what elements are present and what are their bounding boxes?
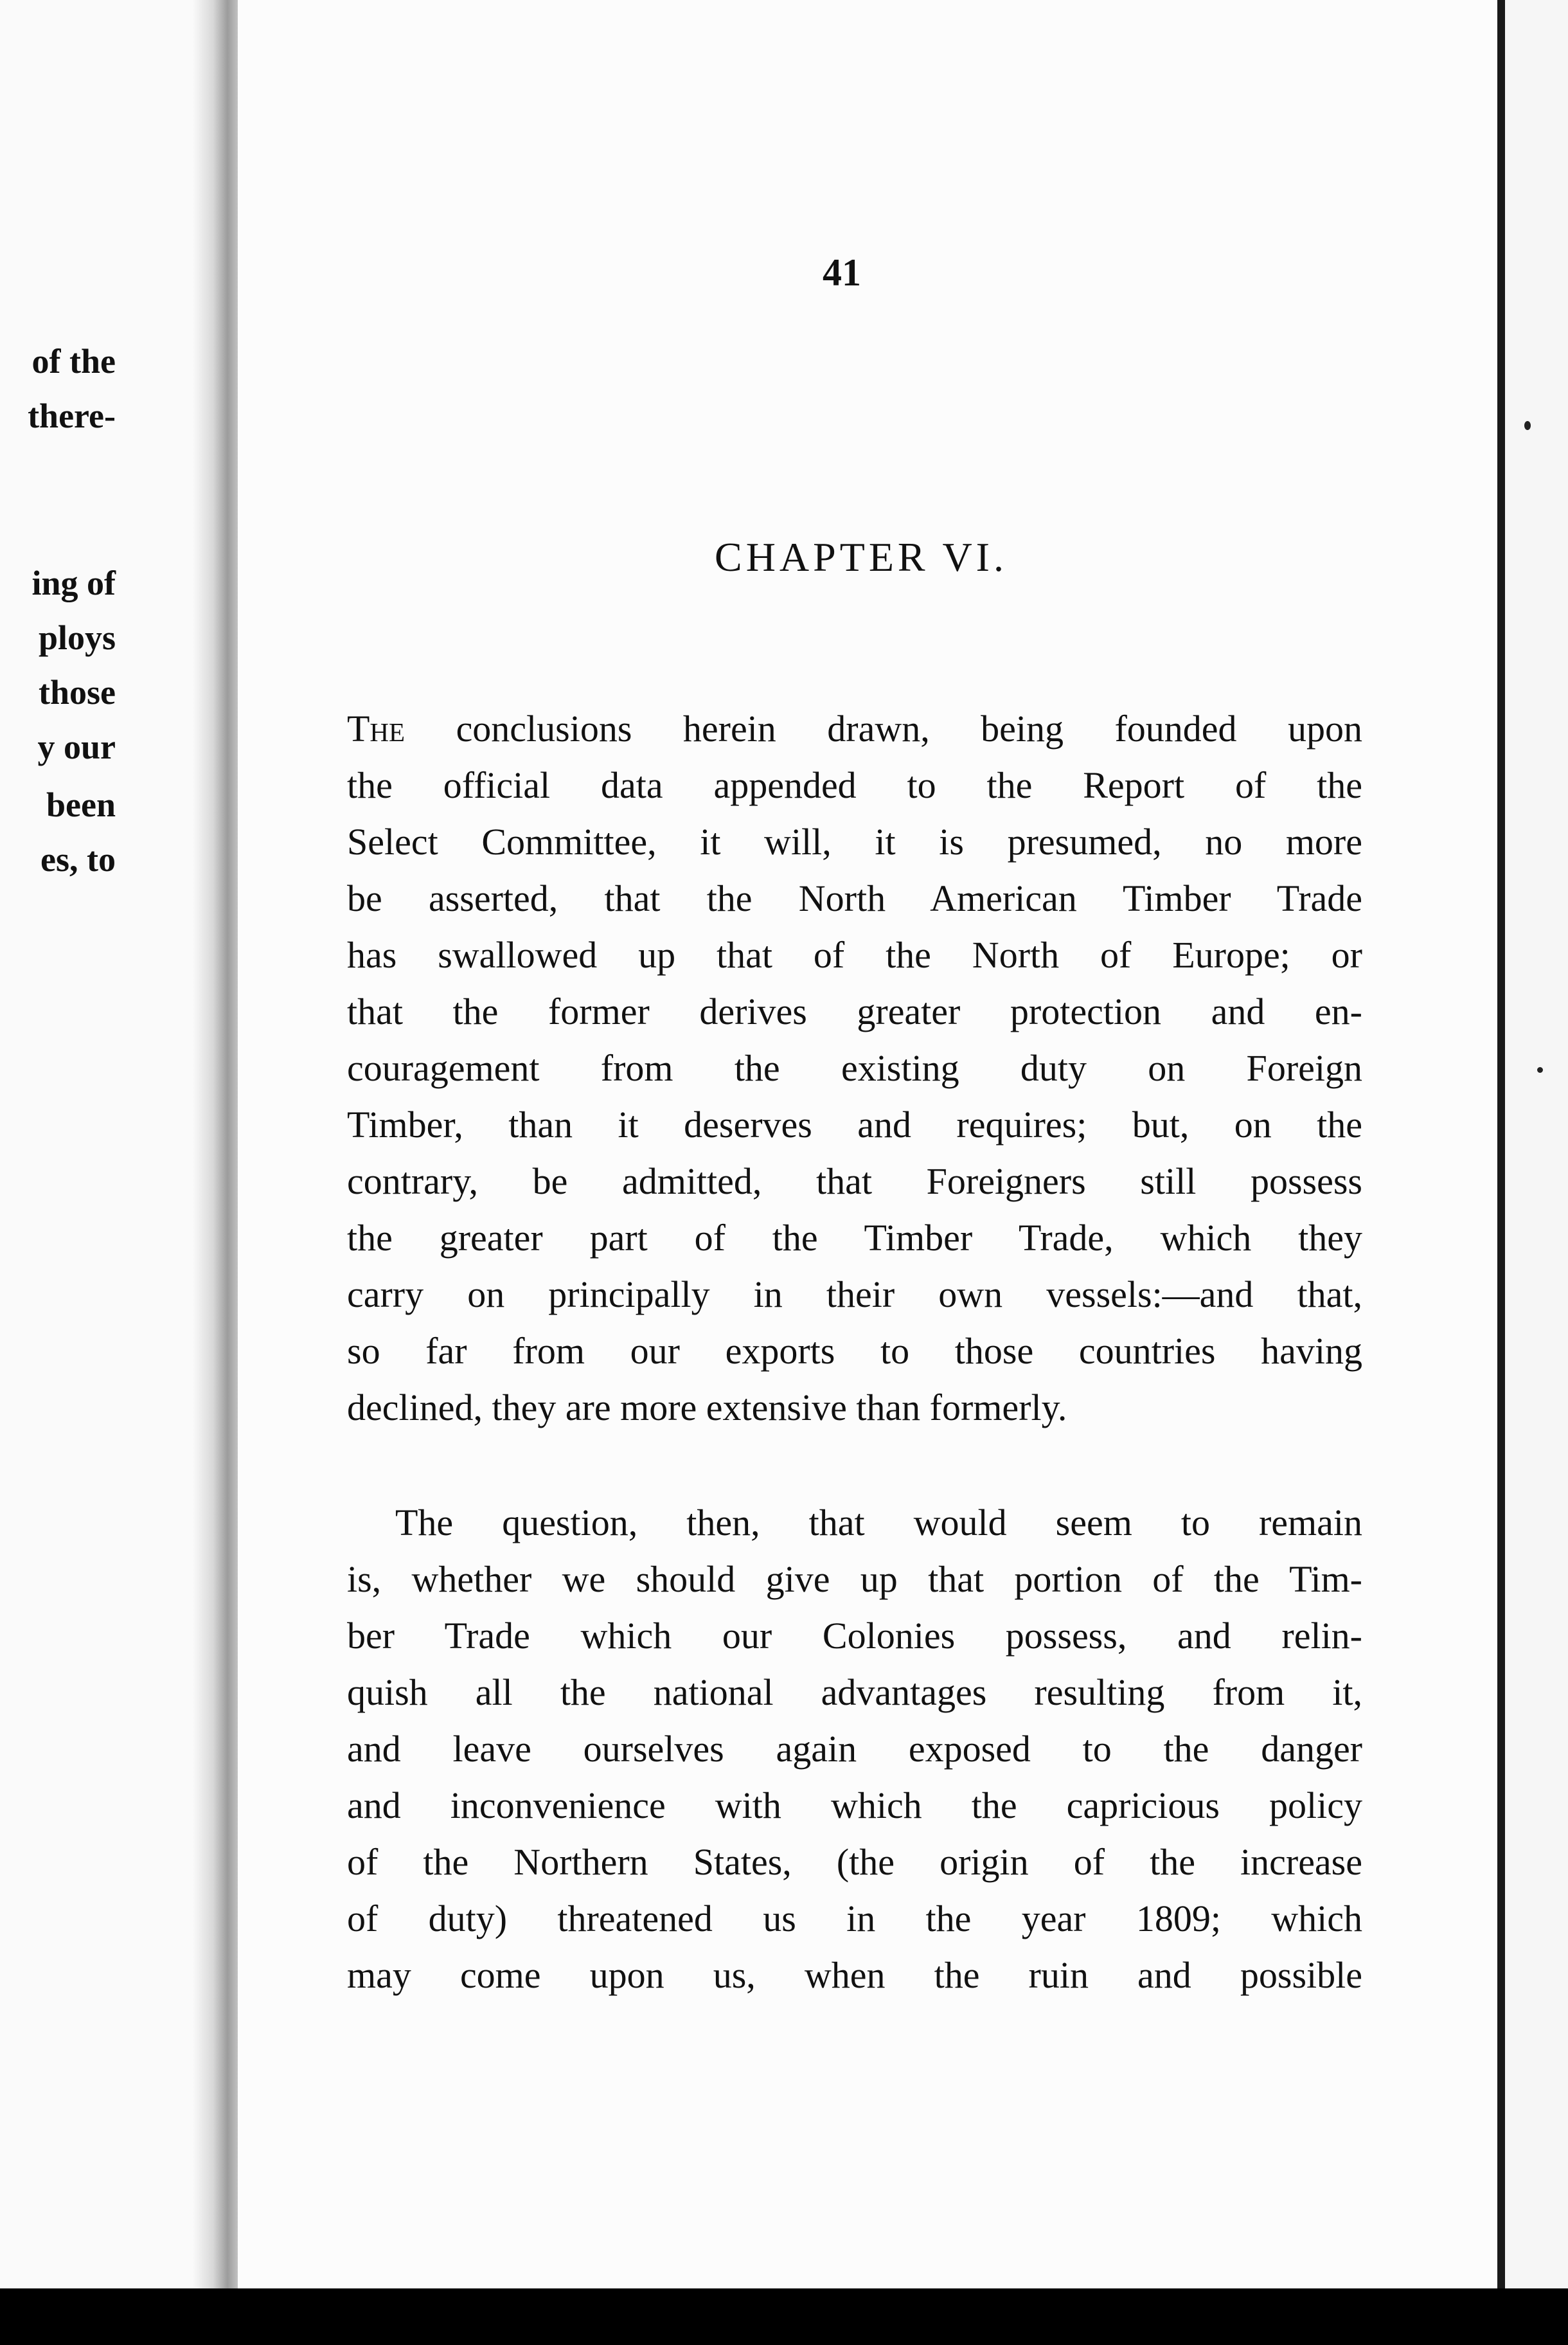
left-page-fragment: those [39, 673, 116, 712]
left-page-fragment: ploys [38, 618, 116, 657]
left-page-fragment: of the [31, 342, 116, 381]
paragraph-line: may come upon us, when the ruin and possible [347, 1954, 1362, 1996]
paragraph-line: The question, then, that would seem to remain [395, 1502, 1362, 1543]
paragraph-line: contrary, be admitted, that Foreigners still possess [347, 1160, 1362, 1202]
scan-bottom-border [0, 2288, 1568, 2345]
paragraph-line: and inconvenience with which the capricious policy [347, 1784, 1362, 1826]
left-page-fragment: been [46, 786, 116, 824]
paragraph-line: so far from our exports to those countries having [347, 1330, 1362, 1372]
paragraph-line: the greater part of the Timber Trade, which they [347, 1217, 1362, 1259]
paragraph-line: Timber, than it deserves and requires; but, on the [347, 1104, 1362, 1146]
scan-speck [1524, 421, 1531, 430]
chapter-title: CHAPTER VI. [715, 534, 1008, 580]
left-page-fragment: y our [37, 728, 116, 766]
paragraph-line: the official data appended to the Report of the [347, 764, 1362, 806]
page-edge-shadow [1497, 0, 1505, 2288]
paragraph-line: and leave ourselves again exposed to the danger [347, 1728, 1362, 1770]
left-page [0, 0, 212, 2288]
paragraph-line: of the Northern States, (the origin of the increase [347, 1841, 1362, 1883]
paragraph-line: declined, they are more extensive than formerly. [347, 1387, 1067, 1428]
page-number: 41 [823, 251, 861, 294]
right-page [238, 0, 1497, 2288]
paragraph-2 [347, 1495, 1362, 2004]
scan-speck [1537, 1067, 1543, 1073]
paragraph-line: has swallowed up that of the North of Europe; or [347, 934, 1362, 976]
paragraph-line: be asserted, that the North American Timber Trade [347, 877, 1362, 919]
paragraph-line: is, whether we should give up that portion of the Tim- [347, 1558, 1362, 1600]
paragraph-line: quish all the national advantages resulting from it, [347, 1671, 1362, 1713]
left-page-fragment: there- [28, 397, 116, 435]
paragraph-line: ber Trade which our Colonies possess, and relin- [347, 1615, 1362, 1657]
paragraph-line: of duty) threatened us in the year 1809; which [347, 1898, 1362, 1939]
paragraph-line: Select Committee, it will, it is presumed, no more [347, 821, 1362, 863]
paragraph-line: couragement from the existing duty on Foreign [347, 1047, 1362, 1089]
paragraph-lead-word: The [347, 708, 405, 750]
paragraph-line: carry on principally in their own vessels:—and that, [347, 1273, 1362, 1315]
left-page-fragment: ing of [31, 564, 116, 602]
paragraph-line: that the former derives greater protection and en- [347, 991, 1362, 1032]
paragraph-line: The conclusions herein drawn, being founded upon [347, 708, 1362, 750]
paragraph-1 [347, 701, 1362, 1436]
outer-margin [1505, 0, 1568, 2288]
left-page-fragment: es, to [40, 840, 116, 879]
